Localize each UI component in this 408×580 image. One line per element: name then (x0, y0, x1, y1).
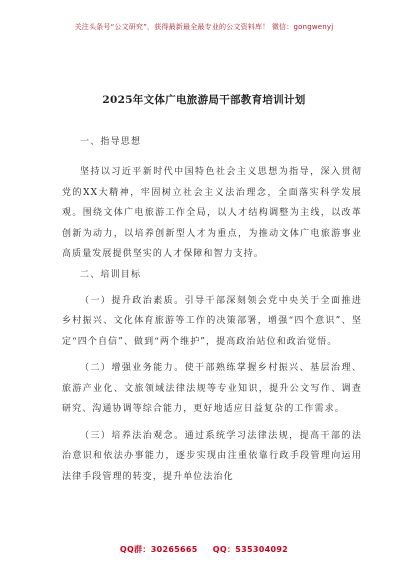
section-heading: 二、培训目标 (80, 269, 142, 280)
document-title: 2025年文体广电旅游局干部教育培训计划 (102, 94, 306, 106)
qq-group-number: QQ群：30265665 (119, 545, 198, 554)
contact-footer (0, 544, 408, 555)
section-paragraph: 坚持以习近平新时代中国特色社会主义思想为指导，深入贯彻党的XX大精神，牢固树立社会主义法治理念，全面落实科学发展观。围绕文体广电旅游工作全局，以人才结构调整为主线，以改革创新为动力，以培养创新型人才为重点，为推动文体广电旅游事业高质量发展提供坚实的人才保障和智力支持。 (62, 167, 362, 259)
qq-number: QQ：535304092 (212, 545, 289, 554)
section-paragraph: （三）培养法治观念。通过系统学习法律法规，提高干部的法治意识和依法办事能力，逐步实现由注重依靠行政手段管理向运用法律手段管理的转变，提升单位法治化 (62, 430, 362, 482)
section-paragraph: （一）提升政治素质。引导干部深刻领会党中央关于全面推进乡村振兴、文化体育旅游等工作的决策部署，增强“四个意识”、坚定“四个自信”、做到“两个维护”，提高政治站位和政治觉悟。 (62, 295, 362, 347)
section-paragraph: （二）增强业务能力。使干部熟练掌握乡村振兴、基层治理、旅游产业化、文旅领域法律法规等专业知识，提升公文写作、调查研究、沟通协调等综合能力，更好地适应日益复杂的工作需求。 (62, 363, 362, 414)
promo-banner: 关注头条号“公文研究”，获得最新最全最专业的公文资料库！ 微信：gongwenyj (74, 23, 334, 31)
document-body (62, 136, 362, 493)
section-heading: 一、指导思想 (80, 137, 142, 147)
